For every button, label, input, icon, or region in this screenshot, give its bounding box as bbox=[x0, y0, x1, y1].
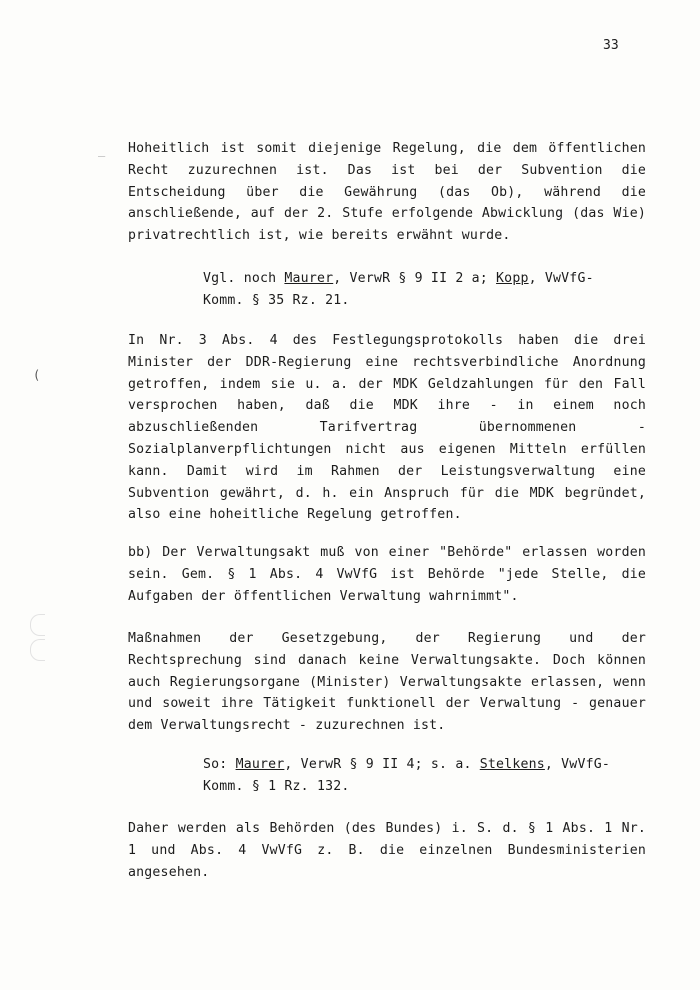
citation-prefix: Vgl. noch bbox=[203, 271, 285, 286]
citation-reference: , VerwR § 9 II 2 a; bbox=[333, 271, 497, 286]
margin-bracket-mark: ( bbox=[33, 368, 41, 382]
page-number: 33 bbox=[603, 38, 619, 53]
margin-dash-mark: _ bbox=[98, 143, 106, 157]
citation-author-maurer: Maurer bbox=[235, 757, 285, 772]
citation-line-2: Komm. § 35 Rz. 21. bbox=[203, 292, 350, 308]
punch-hole-lower bbox=[30, 639, 45, 661]
citation-maurer-stelkens bbox=[203, 754, 643, 798]
citation-author-maurer: Maurer bbox=[284, 271, 334, 286]
citation-author-stelkens: Stelkens bbox=[479, 757, 545, 772]
citation-line-1 bbox=[203, 268, 643, 290]
citation-author-kopp: Kopp bbox=[496, 271, 529, 286]
punch-hole-upper bbox=[30, 614, 45, 636]
paragraph-bundesministerien: Daher werden als Behörden (des Bundes) i. S. d. § 1 Abs. 1 Nr. 1 und Abs. 4 VwVfG z. B. die einzelnen Bundesministerien angesehen. bbox=[128, 821, 646, 880]
citation-reference: , VerwR § 9 II 4; s. a. bbox=[284, 757, 480, 772]
citation-prefix: So: bbox=[203, 757, 236, 772]
citation-suffix: , VwVfG- bbox=[544, 757, 611, 772]
paragraph-festlegungsprotokoll: In Nr. 3 Abs. 4 des Festlegungsprotokolls haben die drei Minister der DDR-Regierung eine rechtsverbindliche Anordnung getroffen, indem sie u. a. der MDK Geldzahlungen für den Fall versprochen haben, daß die MDK ihre - in einem noch abzuschließenden Tarifvertrag übernommenen - Sozialplanverpflichtungen nicht aus eigenen Mitteln erfüllen kann. Damit wird im Rahmen der Leistungsverwaltung eine Subvention gewährt, d. h. ein Anspruch für die MDK begründet, also eine hoheitliche Regelung getroffen. bbox=[128, 333, 646, 523]
citation-line-2: Komm. § 1 Rz. 132. bbox=[203, 778, 350, 794]
citation-maurer-kopp bbox=[203, 268, 643, 312]
citation-line-1 bbox=[203, 754, 643, 776]
citation-suffix: , VwVfG- bbox=[528, 271, 594, 286]
paragraph-behoerde: bb) Der Verwaltungsakt muß von einer "Behörde" erlassen worden sein. Gem. § 1 Abs. 4 VwVfG ist Behörde "jede Stelle, die Aufgaben der öffentlichen Verwaltung wahrnimmt". bbox=[128, 545, 646, 604]
paragraph-massnahmen: Maßnahmen der Gesetzgebung, der Regierung und der Rechtsprechung sind danach keine Verwaltungsakte. Doch können auch Regierungsorgane (Minister) Verwaltungsakte erlassen, wenn und soweit ihre Tätigkeit funktionell der Verwaltung - genauer dem Verwaltungsrecht - zuzurechnen ist. bbox=[128, 631, 646, 734]
paragraph-hoheitlich: Hoheitlich ist somit diejenige Regelung, die dem öffentlichen Recht zuzurechnen ist. Das ist bei der Subvention die Entscheidung über die Gewährung (das Ob), während die anschließende, auf der 2. Stufe erfolgende Abwicklung (das Wie) privatrechtlich ist, wie bereits erwähnt wurde. bbox=[128, 141, 646, 244]
